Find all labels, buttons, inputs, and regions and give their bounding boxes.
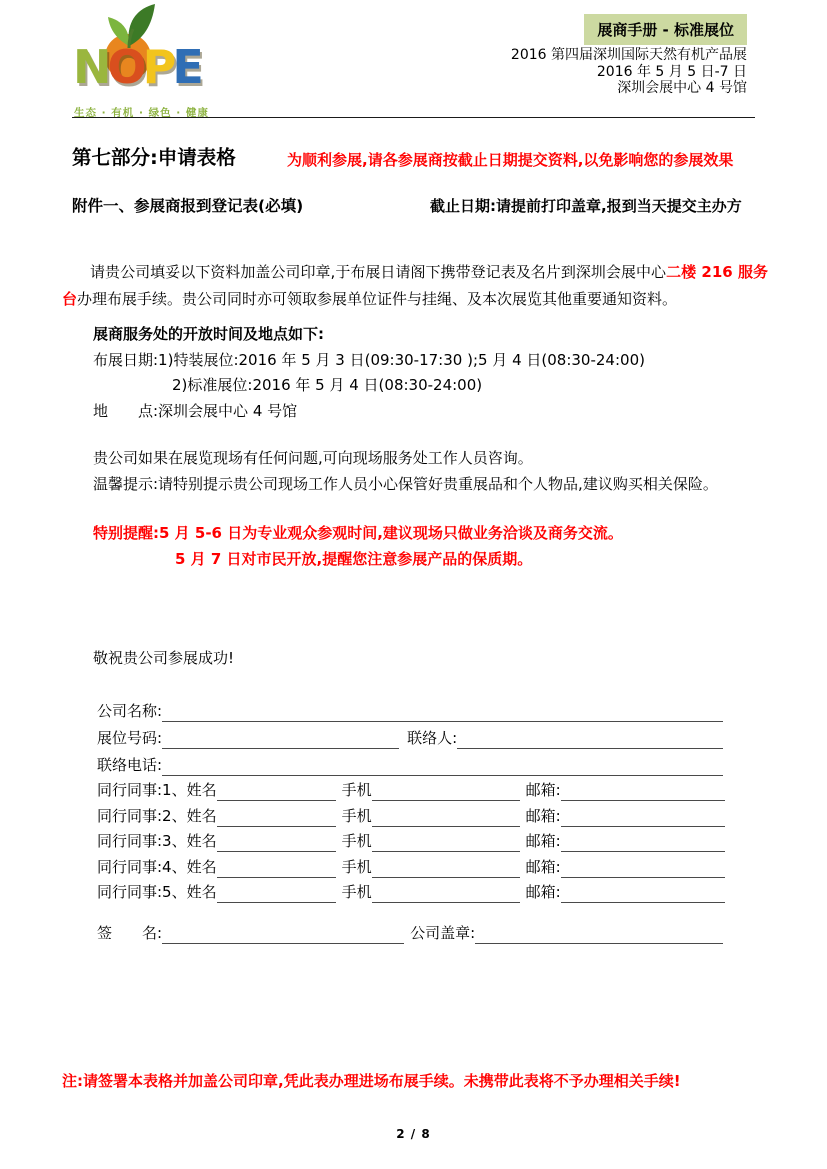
email-label: 邮箱:: [525, 781, 561, 799]
mobile-label: 手机: [341, 883, 372, 901]
form-row-phone: [97, 754, 723, 776]
reminder-line-1: 特别提醒:5 月 5-6 日为专业观众参观时间,建议现场只做业务洽谈及商务交流。: [93, 524, 623, 542]
header-divider: [72, 117, 755, 118]
company-stamp-blank: [475, 923, 723, 944]
mobile-label: 手机: [341, 832, 372, 850]
intro-text-1: 请贵公司填妥以下资料加盖公司印章,于布展日请阁下携带登记表及名片到深圳会展中心: [90, 263, 667, 281]
section-title: 第七部分:申请表格: [72, 146, 236, 169]
company-stamp-label: 公司盖章:: [410, 924, 476, 942]
mobile-label: 手机: [341, 807, 372, 825]
contact-phone-blank: [162, 755, 723, 776]
contact-person-blank: [457, 728, 723, 749]
colleague-email-blank: [561, 882, 725, 903]
colleague-mobile-blank: [372, 882, 520, 903]
event-info: [511, 47, 747, 97]
signature-blank: [162, 923, 404, 944]
logo-letter-e: E: [172, 40, 200, 94]
intro-highlight: 二楼 216 服务台: [62, 263, 768, 308]
colleague-mobile-blank: [372, 831, 520, 852]
booth-number-label: 展位号码:: [97, 729, 163, 747]
form-row-colleague-5: [97, 881, 725, 903]
company-name-label: 公司名称:: [97, 702, 163, 720]
colleague-email-blank: [561, 831, 725, 852]
wish-line: 敬祝贵公司参展成功!: [93, 649, 235, 667]
form-row-signature: [97, 922, 723, 944]
schedule-heading: 展商服务处的开放时间及地点如下:: [93, 325, 325, 343]
colleague-label: 同行同事:2、姓名: [97, 807, 217, 825]
contact-person-label: 联络人:: [407, 729, 458, 747]
colleague-label: 同行同事:3、姓名: [97, 832, 217, 850]
event-venue: 深圳会展中心 4 号馆: [617, 80, 747, 96]
email-label: 邮箱:: [525, 832, 561, 850]
contact-phone-label: 联络电话:: [97, 756, 163, 774]
mobile-label: 手机: [341, 781, 372, 799]
colleague-email-blank: [561, 780, 725, 801]
logo-letter-o: O: [107, 40, 143, 94]
colleague-name-blank: [217, 780, 336, 801]
reminder-line-2: 5 月 7 日对市民开放,提醒您注意参展产品的保质期。: [175, 549, 533, 568]
form-row-colleague-3: [97, 830, 725, 852]
logo-letter-p: P: [142, 40, 173, 94]
form-row-company: [97, 700, 723, 722]
notes-block: [93, 446, 718, 497]
event-dates: 2016 年 5 月 5 日-7 日: [596, 63, 747, 80]
email-label: 邮箱:: [525, 858, 561, 876]
nope-logo: [73, 4, 209, 119]
signature-label: 签 名:: [97, 924, 163, 942]
company-name-blank: [162, 701, 723, 722]
email-label: 邮箱:: [525, 883, 561, 901]
special-reminder: [93, 521, 623, 572]
colleague-label: 同行同事:4、姓名: [97, 858, 217, 876]
colleague-mobile-blank: [372, 806, 520, 827]
section-warning: 为顺利参展,请各参展商按截止日期提交资料,以免影响您的参展效果: [287, 151, 734, 169]
manual-type-badge: 展商手册 - 标准展位: [584, 14, 747, 45]
booth-number-blank: [162, 728, 399, 749]
mobile-label: 手机: [341, 858, 372, 876]
form-row-booth-contact: [97, 727, 723, 749]
colleague-mobile-blank: [372, 780, 520, 801]
event-title: 2016 第四届深圳国际天然有机产品展: [510, 47, 747, 63]
intro-text-2: 办理布展手续。贵公司同时亦可领取参展单位证件与挂绳、及本次展览其他重要通知资料。: [77, 290, 678, 308]
logo-art: [73, 4, 209, 119]
colleague-name-blank: [217, 831, 336, 852]
note-line-2: 温馨提示:请特别提示贵公司现场工作人员小心保管好贵重展品和个人物品,建议购买相关保险。: [93, 474, 718, 493]
colleague-name-blank: [217, 857, 336, 878]
footer-warning-note: 注:请签署本表格并加盖公司印章,凭此表办理进场布展手续。未携带此表将不予办理相关手续!: [62, 1072, 681, 1090]
schedule-line-setup2: 2)标准展位:2016 年 5 月 4 日(08:30-24:00): [172, 376, 483, 394]
colleague-name-blank: [217, 806, 336, 827]
attachment-deadline: 截止日期:请提前打印盖章,报到当天提交主办方: [430, 197, 742, 215]
form-row-colleague-2: [97, 805, 725, 827]
logo-letters: [73, 40, 200, 94]
schedule-line-setup1: 布展日期:1)特装展位:2016 年 5 月 3 日(09:30-17:30 );5 月 4 日(08:30-24:00): [93, 350, 645, 369]
logo-letter-n: N: [73, 40, 108, 94]
colleague-label: 同行同事:1、姓名: [97, 781, 217, 799]
schedule-block: [93, 322, 645, 424]
email-label: 邮箱:: [525, 807, 561, 825]
logo-tagline: 生态 · 有机 · 绿色 · 健康: [74, 107, 209, 119]
form-row-colleague-1: [97, 779, 725, 801]
page-number: 2 / 8: [396, 1127, 431, 1141]
schedule-line-location: 地 点:深圳会展中心 4 号馆: [93, 401, 298, 420]
form-row-colleague-4: [97, 856, 725, 878]
intro-paragraph: [62, 259, 768, 313]
attachment-title: 附件一、参展商报到登记表(必填): [72, 197, 304, 215]
colleague-label: 同行同事:5、姓名: [97, 883, 217, 901]
colleague-email-blank: [561, 806, 725, 827]
note-line-1: 贵公司如果在展览现场有任何问题,可向现场服务处工作人员咨询。: [93, 449, 533, 467]
colleague-name-blank: [217, 882, 336, 903]
colleague-mobile-blank: [372, 857, 520, 878]
colleague-email-blank: [561, 857, 725, 878]
